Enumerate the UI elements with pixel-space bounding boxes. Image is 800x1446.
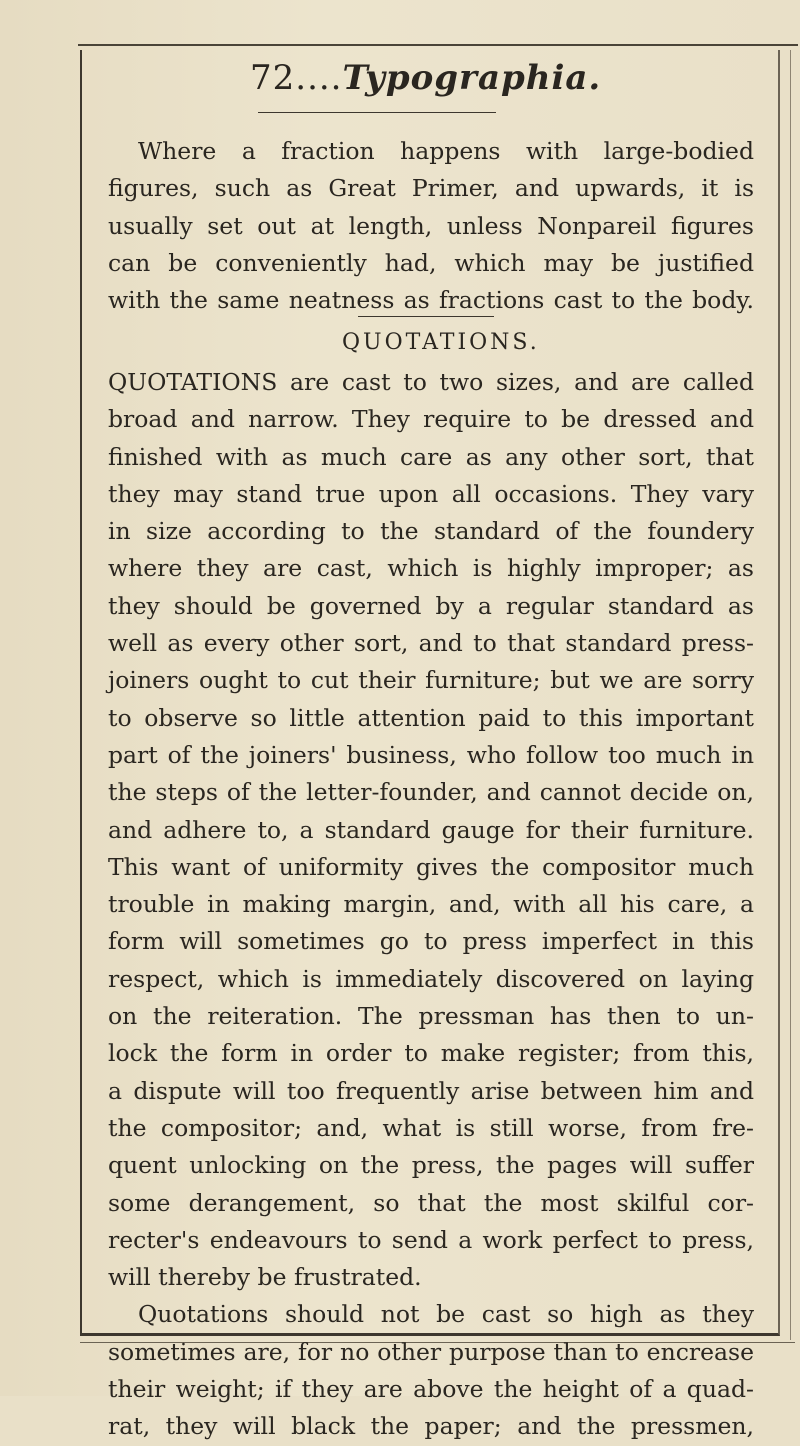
text-line: where they are cast, which is highly improper; as (108, 554, 754, 583)
text-line: sometimes are, for no other purpose than to encrease (108, 1337, 754, 1366)
text-line: well as every other sort, and to that standard press- (108, 629, 754, 658)
text-line: Where a fraction happens with large-bodied (138, 137, 754, 165)
paragraph-fractions (108, 133, 754, 319)
text-line: This want of uniformity gives the compositor much (108, 852, 754, 881)
text-line: they should be governed by a regular standard as (108, 591, 754, 620)
text-line: their weight; if they are above the height of a quad- (108, 1375, 754, 1404)
text-line: lock the form in order to make register; from this, (108, 1039, 754, 1068)
text-line: part of the joiners' business, who follow too much in (108, 740, 754, 769)
text-line: quent unlocking on the press, the pages will suffer (108, 1151, 754, 1180)
text-line: broad and narrow. They require to be dressed and (108, 405, 754, 434)
text-line: in size according to the standard of the foundery (108, 517, 754, 546)
text-line: respect, which is immediately discovered on laying (108, 964, 754, 993)
text-line: with the same neatness as fractions cast to the body. (108, 286, 754, 315)
text-line: the steps of the letter-founder, and cannot decide on, (108, 778, 754, 807)
text-line: trouble in making margin, and, with all his care, a (108, 890, 754, 919)
outer-rule (790, 50, 791, 1340)
text-line: and adhere to, a standard gauge for their furniture. (108, 815, 754, 844)
head-rule (258, 112, 496, 113)
text-line: will thereby be frustrated. (108, 1263, 422, 1292)
text-line: usually set out at length, unless Nonpareil figures (108, 211, 754, 240)
running-title: Typographia. (342, 58, 602, 98)
section-heading: QUOTATIONS. (342, 330, 540, 355)
text-line: Quotations should not be cast so high as they (138, 1300, 754, 1329)
running-head (250, 58, 650, 98)
top-rule (78, 44, 798, 46)
text-line: the compositor; and, what is still worse, from fre- (108, 1113, 754, 1142)
paragraph-quotations (108, 364, 754, 1446)
text-line: on the reiteration. The pressman has then to un- (108, 1002, 754, 1031)
text-line: can be conveniently had, which may be justified (108, 248, 754, 277)
text-line: joiners ought to cut their furniture; but we are sorry (108, 666, 754, 695)
text-line: rat, they will black the paper; and the pressmen, (108, 1412, 754, 1441)
text-line: a dispute will too frequently arise between him and (108, 1076, 754, 1105)
text-line: to observe so little attention paid to this important (108, 703, 754, 732)
section-rule (358, 316, 494, 317)
text-line: they may stand true upon all occasions. They vary (108, 479, 754, 508)
text-line: recter's endeavours to send a work perfect to press, (108, 1225, 754, 1254)
text-line: form will sometimes go to press imperfect in this (108, 927, 754, 956)
page-number: 72.... (250, 58, 343, 98)
text-line: QUOTATIONS are cast to two sizes, and are called (108, 368, 754, 396)
text-line: figures, such as Great Primer, and upwards, it is (108, 174, 754, 203)
text-line: finished with as much care as any other sort, that (108, 442, 754, 471)
text-line: some derangement, so that the most skilful cor- (108, 1188, 754, 1217)
